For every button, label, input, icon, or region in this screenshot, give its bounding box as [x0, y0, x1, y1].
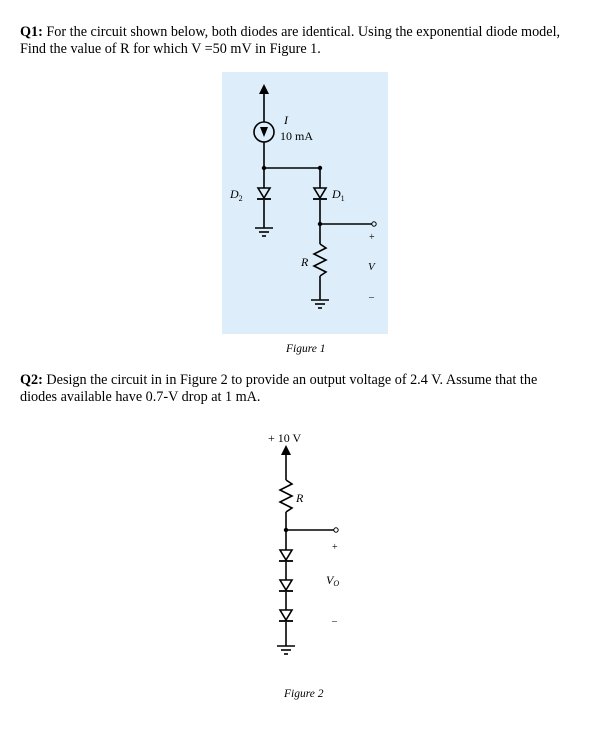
question-2 — [20, 372, 600, 406]
figure-2-caption: Figure 2 — [284, 688, 324, 700]
question-2-line-1 — [20, 372, 600, 389]
diode-3-icon — [279, 610, 293, 621]
question-1-line-2: Find the value of R for which V =50 mV in Figure 1. — [20, 41, 321, 57]
v-label: V — [368, 261, 375, 273]
node-dot-output — [318, 222, 322, 226]
figure-1-background — [222, 72, 388, 334]
vo-label: VO — [326, 573, 340, 588]
d1-label: $D_1$ — [332, 187, 345, 203]
question-1-line-1 — [20, 24, 600, 41]
r-label-2: R — [296, 491, 304, 505]
question-1 — [20, 24, 600, 58]
plus-sign: + — [369, 232, 375, 243]
vo-terminal — [334, 528, 338, 532]
r-label: R — [301, 255, 309, 269]
question-1-text-1: For the circuit shown below, both diodes are identical. Using the exponential diode model, — [42, 24, 561, 40]
current-symbol: I — [284, 113, 288, 127]
question-1-label: Q1: — [20, 24, 43, 40]
supply-label: + 10 V — [268, 431, 302, 445]
plus-sign-2: + — [332, 542, 338, 553]
figure-2 — [250, 428, 370, 678]
figure-1-caption: Figure 1 — [286, 343, 326, 355]
minus-sign-2: – — [332, 616, 337, 627]
question-2-label: Q2: — [20, 372, 43, 388]
node-dot-vo — [284, 528, 288, 532]
question-2-text-1: Design the circuit in in Figure 2 to provide an output voltage of 2.4 V. Assume that the — [42, 372, 538, 388]
question-2-line-2: diodes available have 0.7-V drop at 1 mA. — [20, 389, 261, 405]
node-dot-right — [318, 166, 322, 170]
diode-1-icon — [279, 550, 293, 561]
figure-1 — [222, 72, 388, 334]
minus-sign: – — [369, 292, 374, 303]
current-value: 10 mA — [280, 129, 313, 143]
node-dot-top — [262, 166, 266, 170]
diode-2-icon — [279, 580, 293, 591]
supply-arrow-icon-2 — [281, 445, 291, 455]
d2-label: $D_2$ — [230, 187, 243, 203]
